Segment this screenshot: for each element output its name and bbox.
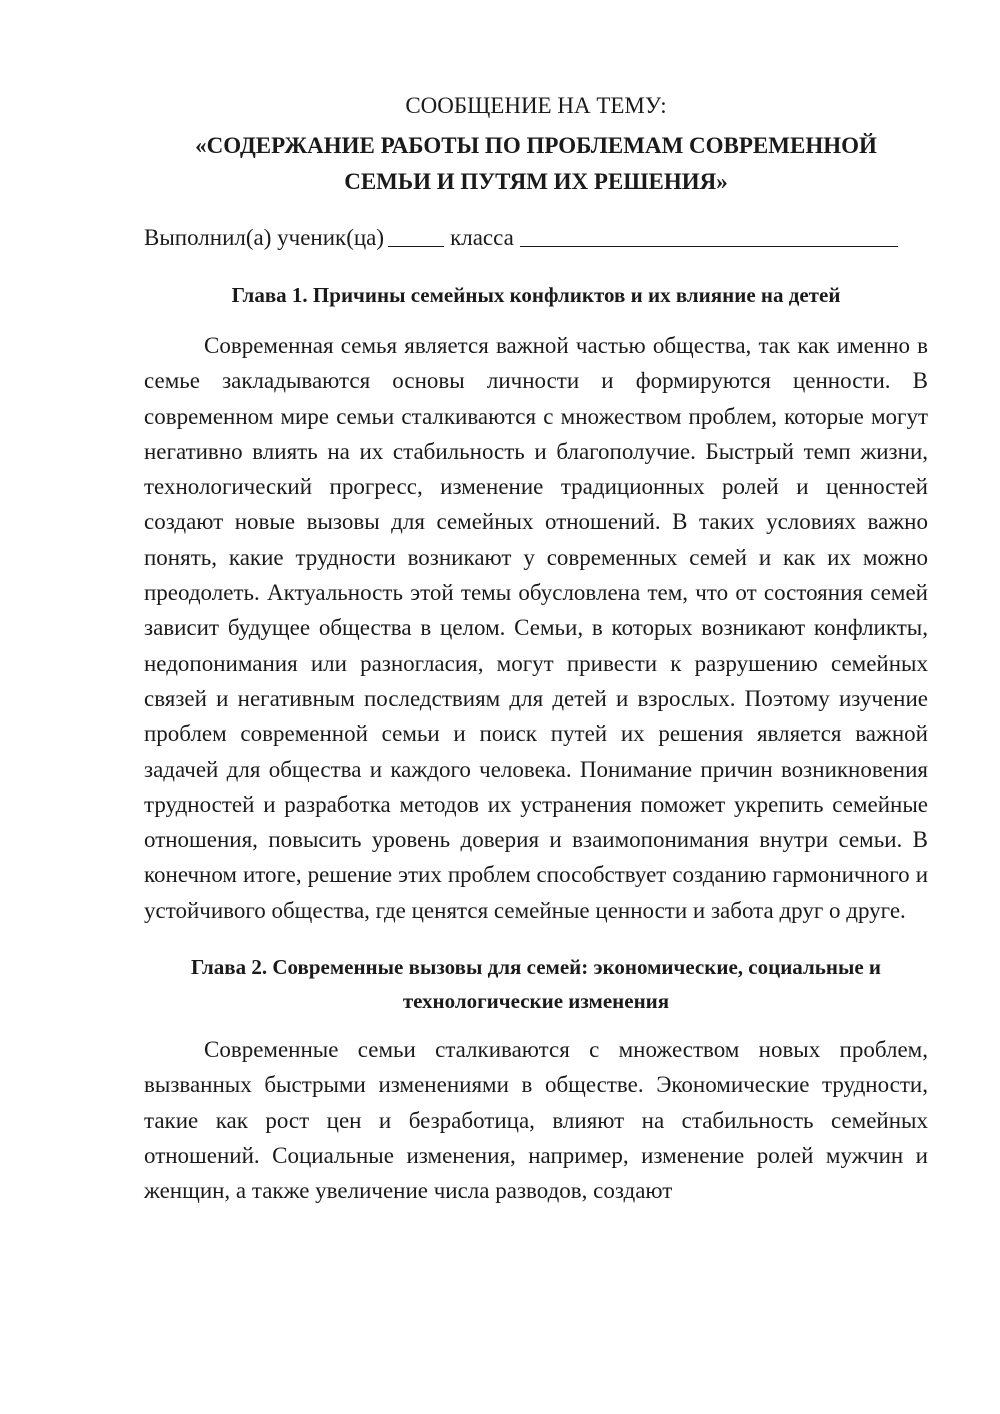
chapter-1-heading: Глава 1. Причины семейных конфликтов и их влияние на детей [231, 283, 841, 307]
class-number-blank [388, 224, 444, 247]
chapter-2-paragraph: Современные семьи сталкиваются с множеством новых проблем, вызванных быстрыми изменениями в обществе. Экономические трудности, такие как рост цен и безработица, влияют на стабильность семейных отношений. Социальные изменения, например, изменение ролей мужчин и женщин, а также увеличение числа разводов, создают [144, 1037, 928, 1204]
chapter-1-paragraph: Современная семья является важной частью общества, так как именно в семье закладываются основы личности и формируются ценности. В современном мире семьи сталкиваются с множеством проблем, которые могут негативно влиять на их стабильность и благополучие. Быстрый темп жизни, технологический прогресс, изменение традиционных ролей и ценностей создают новые вызовы для семейных отношений. В таких условиях важно понять, какие трудности возникают у современных семей и как их можно преодолеть. Актуальность этой темы обусловлена тем, что от состояния семей зависит будущее общества в целом. Семьи, в которых возникают конфликты, недопонимания или разногласия, могут привести к разрушению семейных связей и негативным последствиям для детей и взрослых. Поэтому изучение проблем современной семьи и поиск путей их решения является важной задачей для общества и каждого человека. Понимание причин возникновения трудностей и разработка методов их устранения поможет укрепить семейные отношения, повысить уровень доверия и взаимопонимания внутри семьи. В конечном итоге, решение этих проблем способствует созданию гармоничного и устойчивого общества, где ценятся семейные ценности и забота друг о друге. [144, 333, 928, 923]
chapter-2-heading-line-2: технологические изменения [402, 989, 670, 1014]
document-title-line-1: «СОДЕРЖАНИЕ РАБОТЫ ПО ПРОБЛЕМАМ СОВРЕМЕННОЙ [195, 133, 877, 158]
performed-by-label: Выполнил(а) ученик(ца) [144, 225, 385, 250]
document-title-line-2: СЕМЬИ И ПУТЯМ ИХ РЕШЕНИЯ» [344, 169, 728, 194]
chapter-2-heading-line-1: Глава 2. Современные вызовы для семей: экономические, социальные и [190, 955, 882, 980]
student-name-blank [520, 224, 898, 247]
document-page [144, 88, 928, 1209]
chapter-2-heading [144, 950, 928, 1018]
document-label: СООБЩЕНИЕ НА ТЕМУ: [405, 93, 667, 118]
signature-line [144, 220, 928, 256]
class-word: класса [450, 225, 514, 250]
